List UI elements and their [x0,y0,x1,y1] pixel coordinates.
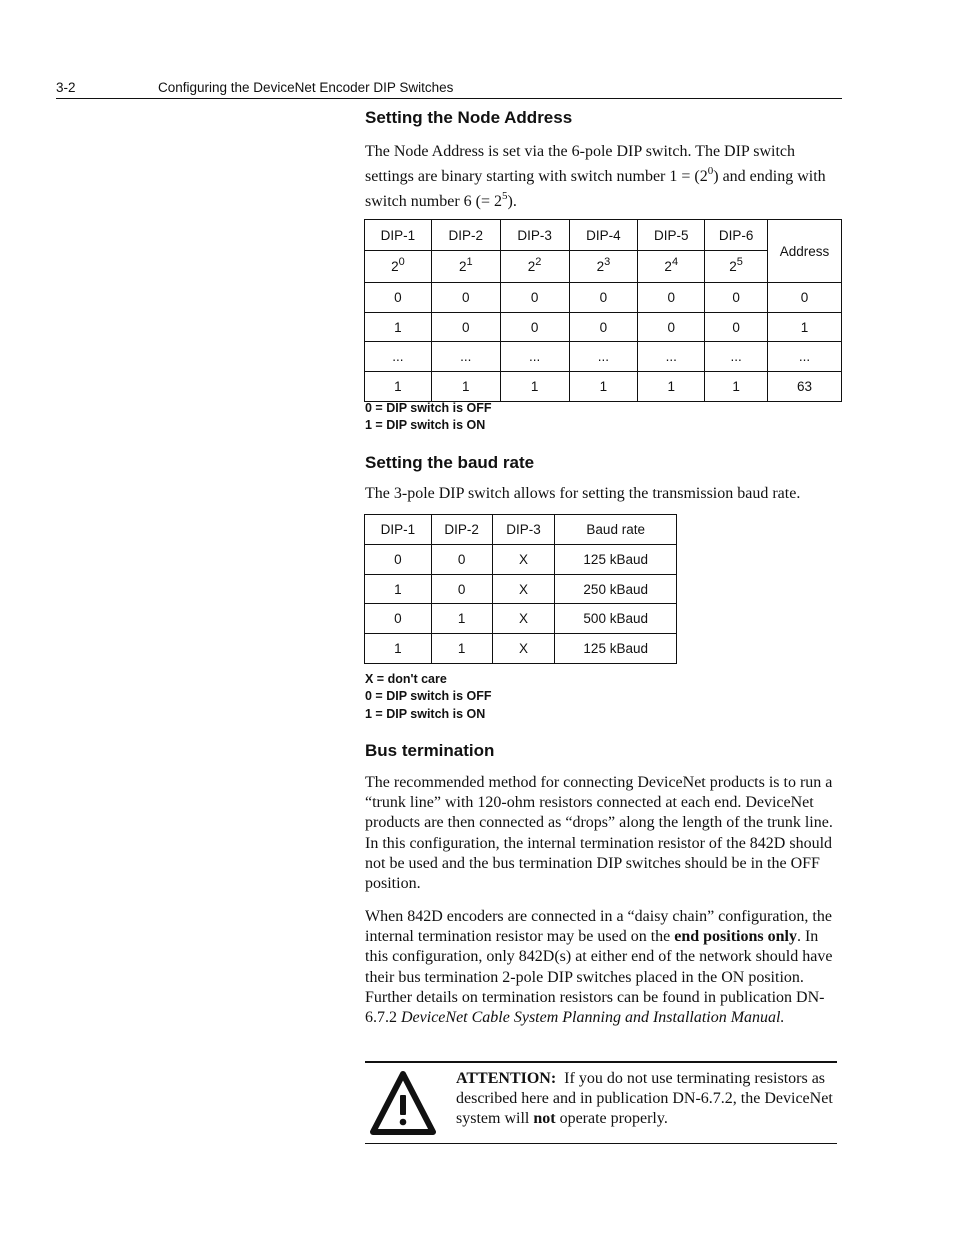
table-cell: 125 kBaud [555,545,677,575]
table-cell: 1 [365,313,432,342]
baud-rate-table [364,514,677,664]
table-cell: ... [638,342,705,372]
intro-text-2: ) and ending with switch number 6 (= 2 [365,168,826,210]
header-cell: DIP-4 [569,220,638,251]
node-address-heading: Setting the Node Address [365,108,573,127]
attention-emphasis: not [533,1110,556,1128]
header-cell: DIP-2 [431,515,492,545]
power-cell [500,251,569,283]
header-cell: Baud rate [555,515,677,545]
power-exponent: 2 [535,255,542,268]
legend-line: X = don't care [365,672,447,686]
table-cell: 0 [431,283,500,313]
table-cell: 1 [500,372,569,402]
table-cell: 1 [365,634,432,664]
page-number: 3-2 [56,80,76,95]
bus-termination-para-2 [365,907,843,1028]
node-address-header-row [365,220,842,251]
address-header-cell: Address [768,220,842,283]
table-row [365,372,842,402]
para-emphasis-bold: end positions only [674,928,797,946]
legend-line: 0 = DIP switch is OFF [365,689,492,704]
intro-text-1: The Node Address is set via the 6-pole DIP switch. The DIP switch settings are binary starting with switch number 1 = (2 [365,143,796,185]
power-base: 2 [527,259,536,274]
table-cell: 0 [431,313,500,342]
baud-rate-intro: The 3-pole DIP switch allows for setting the transmission baud rate. [365,485,801,502]
table-cell: 250 kBaud [555,575,677,604]
table-row [365,545,677,575]
bus-termination-para-1: The recommended method for connecting DeviceNet products is to run a “trunk line” with 120-ohm resistors connected at each end. DeviceNet products are then connected as “drops” along the length of the trunk line. In this configuration, the internal termination resistor of the 842D should not be used and the bus termination DIP switches should be in the OFF position. [365,774,833,893]
table-cell: 0 [705,283,768,313]
table-cell: X [492,575,555,604]
table-cell: 1 [365,372,432,402]
table-row [365,575,677,604]
attention-body: If you do not use terminating resistors as described here and in publication DN-6.7.2, the DeviceNet system will [456,1070,833,1128]
table-cell: 0 [500,283,569,313]
power-cell [431,251,500,283]
table-cell: ... [569,342,638,372]
power-base: 2 [458,259,467,274]
table-cell: ... [500,342,569,372]
table-cell: 1 [569,372,638,402]
table-cell: 0 [365,283,432,313]
attention-bottom-rule [365,1143,837,1144]
table-cell: 63 [768,372,842,402]
header-cell: DIP-2 [431,220,500,251]
table-cell: 0 [431,545,492,575]
table-cell: 0 [705,313,768,342]
header-cell: DIP-1 [365,515,432,545]
table-cell: 1 [705,372,768,402]
intro-exponent-1: 0 [707,164,714,177]
table-cell: ... [365,342,432,372]
table-cell: 0 [638,283,705,313]
table-cell: ... [705,342,768,372]
intro-exponent-2: 5 [502,189,508,202]
bus-termination-heading: Bus termination [365,741,495,760]
power-exponent: 0 [398,255,405,268]
table-row [365,313,842,342]
table-row [365,604,677,634]
table-cell: 1 [365,575,432,604]
table-cell: 1 [768,313,842,342]
para-text: When 842D encoders are connected in a “daisy chain” configuration, the internal termination resistor may be used on the [365,908,832,946]
legend-line: 1 = DIP switch is ON [365,418,486,433]
baud-rate-legend [365,671,492,723]
baud-rate-header-row [365,515,677,545]
attention-body-end: operate properly. [555,1110,668,1128]
attention-top-rule [365,1061,837,1063]
node-address-legend [365,400,492,435]
table-cell: X [492,604,555,634]
attention-text [456,1069,836,1130]
para-text: . In this configuration, only 842D(s) at either end of the network should have their bus termination 2-pole DIP switches placed in the ON position. Further details on termination resistors can be found in publication DN-6.7.2 [365,928,833,1027]
power-base: 2 [729,259,737,274]
header-cell: DIP-6 [705,220,768,251]
table-cell: 0 [569,283,638,313]
header-rule [56,98,842,99]
power-exponent: 3 [604,255,611,268]
warning-triangle-icon [369,1069,437,1142]
table-cell: 1 [431,372,500,402]
power-cell [365,251,432,283]
table-row [365,283,842,313]
table-cell: ... [431,342,500,372]
legend-line: 1 = DIP switch is ON [365,706,486,721]
table-row [365,342,842,372]
table-cell: 0 [768,283,842,313]
header-cell: DIP-3 [492,515,555,545]
power-exponent: 4 [671,255,679,268]
power-cell [638,251,705,283]
table-cell: 0 [638,313,705,342]
table-cell: X [492,634,555,664]
table-cell: 0 [569,313,638,342]
baud-rate-heading: Setting the baud rate [365,453,535,472]
power-cell [705,251,768,283]
publication-title: DeviceNet Cable System Planning and Installation Manual. [401,1009,785,1027]
attention-label: ATTENTION: [456,1070,557,1087]
table-row [365,634,677,664]
power-cell [569,251,638,283]
table-cell: 1 [431,634,492,664]
table-cell: 0 [365,604,432,634]
node-address-table [364,219,842,402]
power-base: 2 [391,259,399,274]
table-cell: 1 [638,372,705,402]
header-cell: DIP-3 [500,220,569,251]
header-cell: DIP-1 [365,220,432,251]
table-cell: 125 kBaud [555,634,677,664]
table-cell: 0 [365,545,432,575]
power-base: 2 [596,259,605,274]
table-cell: 0 [431,575,492,604]
header-cell: DIP-5 [638,220,705,251]
running-title: Configuring the DeviceNet Encoder DIP Switches [158,80,454,95]
power-exponent: 1 [466,255,473,268]
node-address-intro [365,139,843,214]
table-cell: 1 [431,604,492,634]
power-exponent: 5 [736,255,743,268]
table-cell: ... [768,342,842,372]
legend-line: 0 = DIP switch is OFF [365,401,492,415]
table-cell: 500 kBaud [555,604,677,634]
table-cell: X [492,545,555,575]
intro-text-3: ). [507,193,517,210]
table-cell: 0 [500,313,569,342]
power-base: 2 [664,259,672,274]
